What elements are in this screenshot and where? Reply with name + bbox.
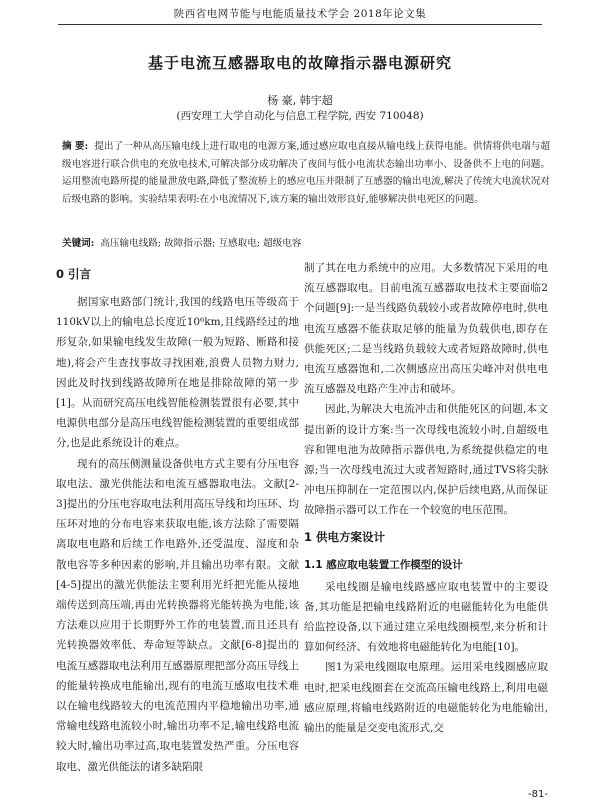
right-column (304, 258, 548, 738)
body-paragraph: 制了其在电力系统中的应用。大多数情况下采用的电流互感器取电。目前电流互感器取电技术主要面临2个问题[9]:一是当线路负载较小或者故障停电时,供电电流互感器不能获取足够的能量为负载供电,即存在供能死区;二是当线路负载较大或者短路故障时,供电电流互感器饱和,二次侧感应出高压尖峰冲对供电电流互感器及电路产生冲击和破坏。 (304, 262, 548, 396)
paper-affiliation: (西安理工大学自动化与信息工程学院, 西安 710048) (176, 110, 424, 122)
abstract-block (62, 138, 550, 208)
abstract-text: 提出了一种从高压输电线上进行取电的电源方案,通过感应取电直接从输电线上获得电能。供情将供电端与超级电容进行联合供电的充放电技术,可解决部分成功解决了夜间与低小电流状态输出功率小、设备供不上电的问题。运用整流电路所提的能量泄放电路,降低了整流桥上的感应电压并限制了互感器的输出电流,解决了传统大电流状况对后级电路的影响。实验结果表明:在小电流情况下,该方案的输出效形良好,能够解决供电死区的问题。 (62, 141, 550, 205)
paper-title: 基于电流互感器取电的故障指示器电源研究 (147, 54, 452, 72)
intro-paragraph: 据国家电路部门统计,我国的线路电压等级高于110kV以上的输电总长度近10⁶km,且线路经过的地形复杂,如果输电线发生故障(一般为短路、断路和接地),将会产生查找事故寻找困难,浪费人员物力财力,因此及时找到线路故障所在地是排除故障的第一步[1]。从而研究高压电线智能检测装置很有必要,其中电源供电部分是高压电线智能检测装置的重要组成部分,也是此系统设计的难点。 (56, 296, 299, 450)
intro-heading: 0 引言 (56, 267, 92, 281)
running-header: 陕西省电网节能与电能质量技术学会 2018年论文集 (58, 6, 542, 25)
intro-paragraph: 现有的高压侧测量设备供电方式主要有分压电容取电法、激光供能法和电流互感器取电法。文献[2-3]提出的分压电容取电法利用高压导线和均压环、均压环对地的分布电容来获取电能,该方法除了需要隔离取电电路和后续工作电路外,还受温度、湿度和杂散电容等多种因素的影响,并且输出功率有限。文献[4-5]提出的激光供能法主要利用光纤把光能从接地端传送到高压端,再由光转换器将光能转换为电能,该方法难以应用于长期野外工作的电装置,而且还具有光转换器效率低、寿命短等缺点。文献[6-8]提出的电流互感器取电法利用互感器原理把部分高压导线上的能量转换成电能输出,现有的电流互感取电技术难以在输电线路较大的电流范围内平稳地输出功率,通常输电线路电流较小时,输出功率不足,输电线路电流较大时,输出功率过高,取电装置发热严重。分压电容取电、激光供能法的诸多缺陷限 (56, 457, 299, 773)
body-paragraph: 因此,为解决大电流冲击和供能死区的问题,本文提出新的设计方案:当一次母线电流较小时,自超级电容和锂电池为故障指示器供电,为系统提供稳定的电源;当一次母线电流过大或者短路时,通过TVS将尖脉冲电压抑制在一定范围以内,保护后续电路,从而保证故障指示器可以工作在一个较宽的电压范围。 (304, 403, 548, 517)
body-paragraph: 图1为采电线圈取电原理。运用采电线圈感应取电时,把采电线圈套在交流高压输电线路上,利用电磁感应原理,将输电线路附近的电磁能转化为电能输出,输出的能量是交变电流形式,交 (304, 661, 548, 735)
section1-heading: 1 供电方案设计 (304, 529, 386, 544)
keywords-block (62, 236, 550, 252)
page-number: -81- (528, 789, 548, 800)
left-column (56, 258, 299, 777)
paper-authors: 杨 豪, 韩宇超 (267, 94, 333, 107)
keywords-text: 高压输电线路; 故障指示器; 互感取电; 超级电容 (100, 238, 302, 249)
abstract-label: 摘 要: (62, 141, 89, 152)
section11-heading: 1.1 感应取电装置工作模型的设计 (304, 558, 463, 571)
body-paragraph: 采电线圈是输电线路感应取电装置中的主要设备,其功能是把输电线路附近的电磁能转化为电能供给监控设备,以下通过建立采电线圈模型,来分析和计算如何经济、有效地将电磁能转化为电能[10]。 (304, 580, 548, 654)
keywords-label: 关键词: (62, 238, 95, 249)
